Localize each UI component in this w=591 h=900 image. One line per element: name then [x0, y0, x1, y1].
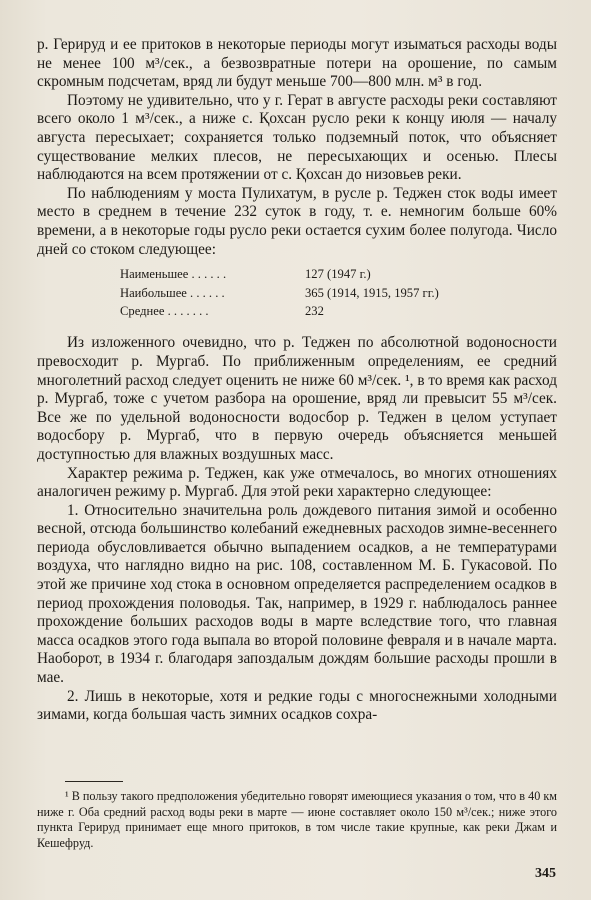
footnote: ¹ В пользу такого предположения убедительно говорят имеющиеся указания о том, что в 40 км ниже г. Оба средний расход воды реки в марте — июне составляет около 150 м³/сек.; ниже этого пункта Герируд принимает еще много притоков, в том числе такие крупные, как реки Джам и Кешефруд.	[37, 789, 557, 850]
row-value: 232	[305, 303, 324, 318]
table-row	[120, 302, 557, 320]
footnote-divider	[65, 781, 123, 782]
paragraph: Из изложенного очевидно, что р. Теджен по абсолютной водоносности превосходит р. Мургаб. По приближенным определениям, ее средний многолетний расход следует оценить не ниже 60 м³/сек. ¹, в то время как расход р. Мургаб, тоже с учетом разбора на орошение, вряд ли превысит 55 м³/сек. Все же по удельной водоносности водосбор р. Теджен в целом уступает водосбору р. Мургаб, что в первую очередь объясняется меньшей доступностью для влажных воздушных масс.	[37, 334, 557, 463]
paragraph: Характер режима р. Теджен, как уже отмечалось, во многих отношениях аналогичен режиму р. Мургаб. Для этой реки характерно следующее:	[37, 464, 557, 501]
paragraph: р. Герируд и ее притоков в некоторые периоды могут изыматься расходы воды не менее 100 м³/сек., а безвозвратные потери на орошение, по самым скромным подсчетам, вряд ли будут меньше 700—800 млн. м³ в год.	[37, 36, 557, 91]
main-text	[37, 36, 557, 725]
flow-days-table	[120, 265, 557, 320]
table-row	[120, 265, 557, 283]
paragraph: Поэтому не удивительно, что у г. Герат в августе расходы реки составляют всего около 1 м³/сек., а ниже с. Қохсан русло реки к концу июля — началу августа пересыхает; сохраняется только подземный поток, что объясняет существование мелких плесов, не пересыхающих и осенью. Плесы наблюдаются на всем протяжении от с. Қохсан до низовьев реки.	[37, 91, 557, 184]
table-row	[120, 284, 557, 302]
paragraph: 1. Относительно значительна роль дождевого питания зимой и особенно весной, отсюда большинство колебаний ежедневных расходов зимне-весеннего периода обусловливается обычно выпадением осадков, а не температурами воздуха, что наглядно видно на рис. 108, составленном М. Б. Гукасовой. По этой же причине ход стока в основном определяется распределением осадков в период прохождения половодья. Так, например, в 1929 г. наблюдалось раннее прохождение больших расходов воды в марте вследствие того, что главная масса осадков этого года выпала во второй половине февраля и в начале марта. Наоборот, в 1934 г. благодаря запоздалым дождям большие расходы прошли в мае.	[37, 501, 557, 687]
paragraph: 2. Лишь в некоторые, хотя и редкие годы с многоснежными холодными зимами, когда большая часть зимних осадков сохра-	[37, 687, 557, 724]
row-value: 365 (1914, 1915, 1957 гг.)	[305, 285, 439, 300]
row-label: Среднее . . . . . . .	[120, 303, 209, 318]
paragraph: По наблюдениям у моста Пулихатум, в русле р. Теджен сток воды имеет место в среднем в течение 232 суток в году, т. е. немногим больше 60% времени, а в некоторые годы русло реки остается сухим более полугода. Число дней со стоком следующее:	[37, 184, 557, 258]
page-number: 345	[535, 866, 556, 881]
row-value: 127 (1947 г.)	[305, 267, 371, 282]
row-label: Наименьшее . . . . . .	[120, 267, 227, 282]
row-label: Наибольшее . . . . . .	[120, 285, 225, 300]
